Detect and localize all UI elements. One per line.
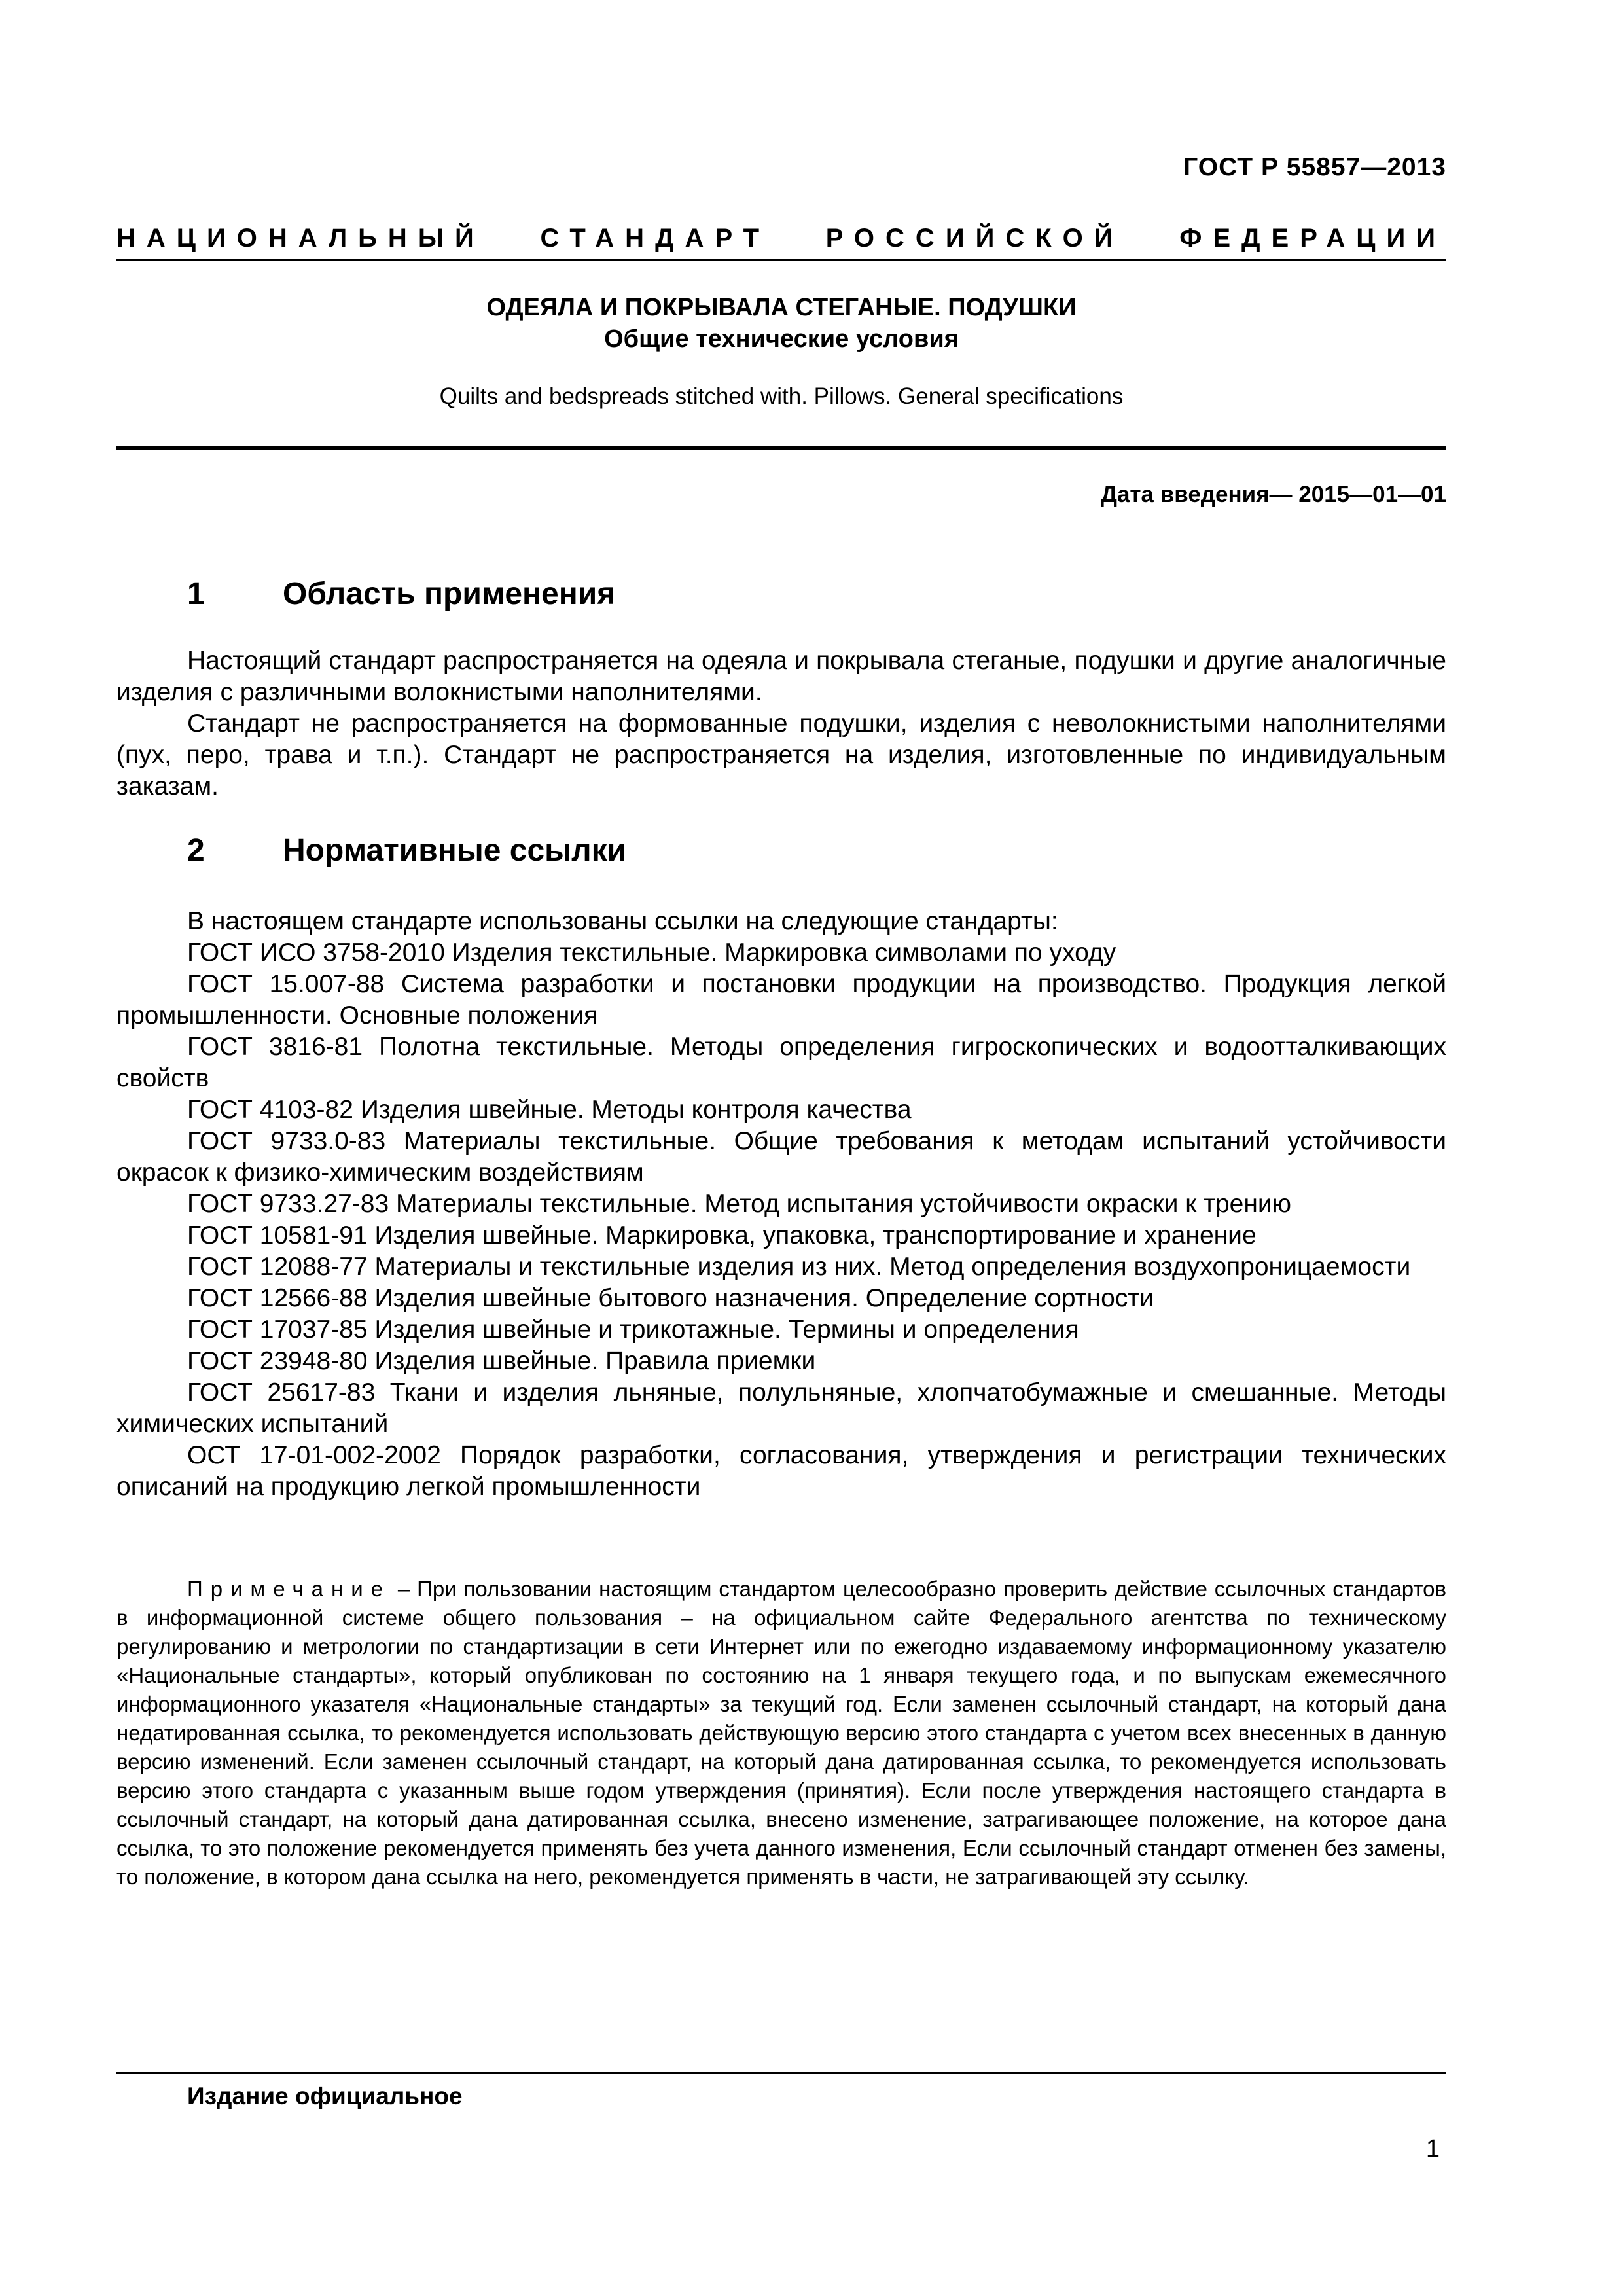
section-number: 1 (187, 577, 205, 611)
reference-item: ОСТ 17-01-002-2002 Порядок разработки, согласования, утверждения и регистрации технических описаний на продукцию легкой промышленности (116, 1441, 1446, 1501)
reference-item: ГОСТ 9733.0-83 Материалы текстильные. Общие требования к методам испытаний устойчивости окрасок к физико-химическим воздействиям (116, 1127, 1446, 1187)
banner-word: РОССИЙСКОЙ (825, 224, 1124, 253)
document-page (116, 0, 1446, 2296)
section-1-body (116, 645, 1446, 802)
note-text: – При пользовании настоящим стандартом целесообразно проверить действие ссылочных стандартов в информационной системе общего пользования – на официальном сайте Федерального агентства по техническому регулированию и метрологии по стандартизации в сети Интернет или по ежегодно издаваемому информационному указателю «Национальные стандарты», который опубликован по состоянию на 1 января текущего года, и по выпускам ежемесячного информационного указателя «Национальные стандарты» за текущий год. Если заменен ссылочный стандарт, на который дана недатированная ссылка, то рекомендуется использовать действующую версию этого стандарта с учетом всех внесенных в данную версию изменений. Если заменен ссылочный стандарт, на который дана датированная ссылка, то рекомендуется использовать версию этого стандарта с указанным выше годом утверждения (принятия). Если после утверждения настоящего стандарта в ссылочный стандарт, на который дана датированная ссылка, внесено изменение, затрагивающее положение, на которое дана ссылка, то это положение рекомендуется применять без учета данного изменения, Если ссылочный стандарт отменен без замены, то положение, в котором дана ссылка на него, рекомендуется применять в части, не затрагивающей эту ссылку. (116, 1577, 1446, 1889)
section-2-heading (187, 833, 626, 869)
reference-item: ГОСТ 3816-81 Полотна текстильные. Методы определения гигроскопических и водоотталкивающих свойств (116, 1033, 1446, 1092)
title-block (116, 292, 1446, 412)
introduction-date: Дата введения— 2015—01—01 (1101, 482, 1446, 507)
banner-divider (116, 259, 1446, 261)
reference-item: ГОСТ 25617-83 Ткани и изделия льняные, полульняные, хлопчатобумажные и смешанные. Методы химических испытаний (116, 1378, 1446, 1438)
reference-item: ГОСТ 23948-80 Изделия швейные. Правила приемки (187, 1347, 816, 1375)
page-number: 1 (1425, 2135, 1440, 2162)
banner-word: НАЦИОНАЛЬНЫЙ (116, 224, 485, 253)
title-divider (116, 446, 1446, 450)
document-title: ОДЕЯЛА И ПОКРЫВАЛА СТЕГАНЫЕ. ПОДУШКИ (486, 294, 1077, 321)
section-2-body (116, 906, 1446, 1503)
section-title: Нормативные ссылки (283, 833, 627, 868)
document-code: ГОСТ Р 55857—2013 (1183, 153, 1446, 181)
english-title: Quilts and bedspreads stitched with. Pillows. General specifications (439, 384, 1124, 409)
reference-item: ГОСТ 10581-91 Изделия швейные. Маркировка, упаковка, транспортирование и хранение (187, 1221, 1257, 1249)
paragraph: Настоящий стандарт распространяется на одеяла и покрывала стеганые, подушки и другие аналогичные изделия с различными волокнистыми наполнителями. (116, 647, 1446, 706)
references-intro: В настоящем стандарте использованы ссылки на следующие стандарты: (187, 907, 1058, 935)
section-number: 2 (187, 833, 205, 868)
paragraph: Стандарт не распространяется на формованные подушки, изделия с неволокнистыми наполнителями (пух, перо, трава и т.п.). Стандарт не распространяется на изделия, изготовленные по индивидуальным заказам. (116, 709, 1446, 800)
reference-item: ГОСТ 12088-77 Материалы и текстильные изделия из них. Метод определения воздухопроницаемости (187, 1253, 1411, 1281)
section-title: Область применения (283, 577, 616, 611)
reference-item: ГОСТ 15.007-88 Система разработки и постановки продукции на производство. Продукция легкой промышленности. Основные положения (116, 970, 1446, 1030)
banner-word: ФЕДЕРАЦИИ (1179, 224, 1446, 253)
national-standard-banner (116, 224, 1446, 253)
footer-divider (116, 2072, 1446, 2074)
reference-item: ГОСТ 17037-85 Изделия швейные и трикотажные. Термины и определения (187, 1316, 1079, 1344)
note-label: Примечание (187, 1577, 391, 1601)
document-subtitle: Общие технические условия (604, 325, 959, 353)
reference-item: ГОСТ 4103-82 Изделия швейные. Методы контроля качества (187, 1096, 912, 1124)
reference-item: ГОСТ ИСО 3758-2010 Изделия текстильные. Маркировка символами по уходу (187, 939, 1116, 967)
reference-item: ГОСТ 12566-88 Изделия швейные бытового назначения. Определение сортности (187, 1284, 1154, 1312)
note-paragraph (116, 1575, 1446, 1892)
section-1-heading (187, 576, 615, 612)
official-edition-label: Издание официальное (187, 2083, 463, 2109)
banner-word: СТАНДАРТ (540, 224, 771, 253)
reference-item: ГОСТ 9733.27-83 Материалы текстильные. Метод испытания устойчивости окраски к трению (187, 1190, 1291, 1218)
